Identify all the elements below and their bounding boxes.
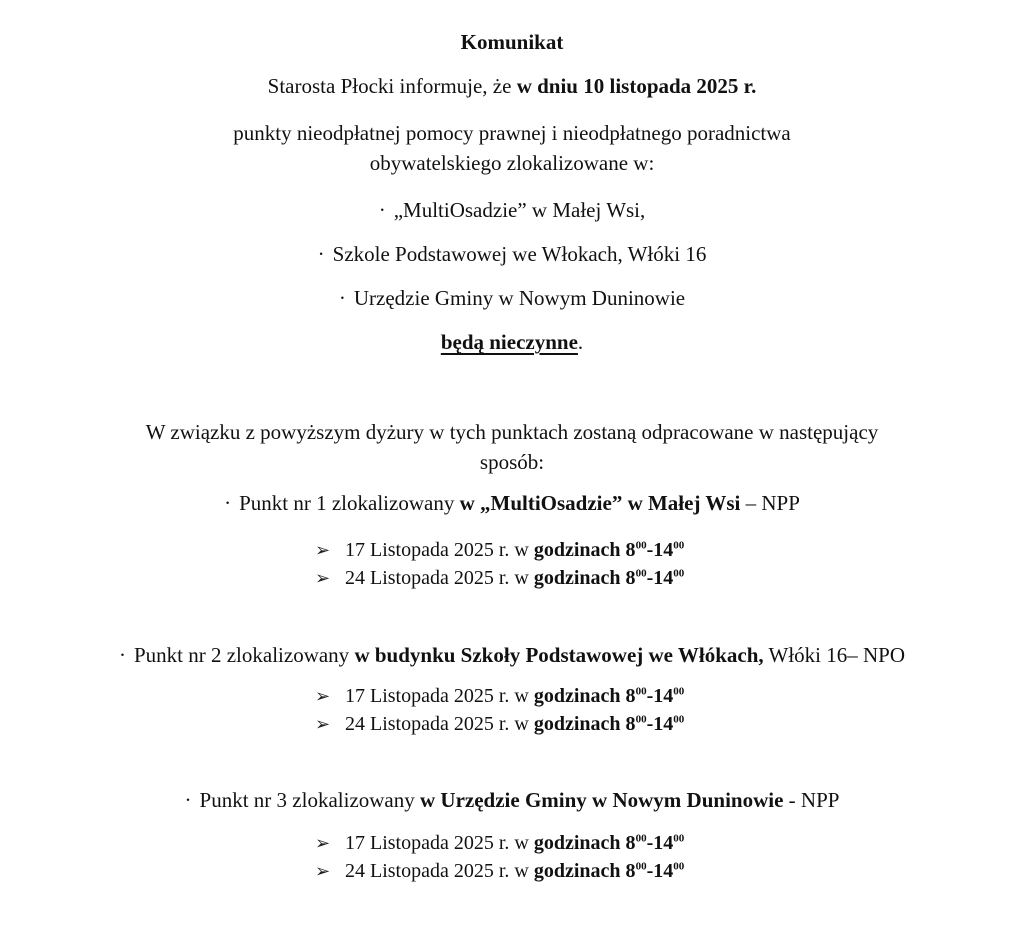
dot-bullet-icon: · [378,198,386,222]
date-hours-bold: godzinach 8 [533,832,636,854]
date-regular: 24 Listopada 2025 r. w [345,713,534,735]
intro-paragraph [0,74,1024,98]
hours-superscript: 00 [635,860,647,873]
hours-superscript: 00 [635,832,647,845]
location-item-2 [0,242,1024,266]
point-1-dates [0,536,1024,592]
hours-superscript: 00 [673,832,685,845]
point-suffix: – NPP [740,491,800,515]
date-line [315,710,1024,738]
subject-line-1: punkty nieodpłatnej pomocy prawnej i nieodpłatnego poradnictwa [233,121,791,145]
date-hours-bold: godzinach 8 [533,685,636,707]
point-suffix: Włóki 16– NPO [763,643,906,667]
hours-superscript: 00 [673,567,685,580]
document-title: Komunikat [460,30,564,54]
date-regular: 24 Listopada 2025 r. w [345,860,534,882]
hours-superscript: 00 [635,713,647,726]
date-regular: 24 Listopada 2025 r. w [345,567,534,589]
date-hours-bold: -14 [646,685,674,707]
point-prefix: Punkt nr 3 zlokalizowany [199,788,421,812]
point-bold-location: w Urzędzie Gminy w Nowym Duninowie [420,788,784,812]
date-hours-bold: godzinach 8 [533,567,636,589]
hours-superscript: 00 [673,713,685,726]
hours-superscript: 00 [673,685,685,698]
date-regular: 17 Listopada 2025 r. w [345,832,534,854]
arrowhead-bullet-icon: ➢ [315,833,331,853]
date-hours-bold: godzinach 8 [533,539,636,561]
hours-superscript: 00 [673,860,685,873]
arrowhead-bullet-icon: ➢ [315,686,331,706]
location-text: Urzędzie Gminy w Nowym Duninowie [353,286,686,310]
hours-superscript: 00 [635,567,647,580]
arrowhead-bullet-icon: ➢ [315,714,331,734]
closed-notice-period: . [577,330,584,354]
makeup-intro-line-2: sposób: [479,450,545,474]
intro-bold-date: w dniu 10 listopada 2025 r. [516,74,757,98]
date-line [315,536,1024,564]
dot-bullet-icon: · [338,286,346,310]
point-2-dates [0,682,1024,738]
location-text: Szkole Podstawowej we Włokach, Włóki 16 [332,242,707,266]
point-prefix: Punkt nr 2 zlokalizowany [133,643,355,667]
intro-regular-text: Starosta Płocki informuje, że [267,74,517,98]
point-bold-location: w „MultiOsadzie” w Małej Wsi [459,491,741,515]
date-line [315,829,1024,857]
arrowhead-bullet-icon: ➢ [315,540,331,560]
arrowhead-bullet-icon: ➢ [315,861,331,881]
point-2-heading [0,643,1024,667]
closed-notice-underlined: będą nieczynne [440,330,578,354]
hours-superscript: 00 [673,539,685,552]
point-3-heading [0,788,1024,812]
date-hours-bold: -14 [646,539,674,561]
dot-bullet-icon: · [224,491,232,515]
date-hours-bold: -14 [646,713,674,735]
point-bold-location: w budynku Szkoły Podstawowej we Włókach, [354,643,764,667]
makeup-intro-line-1: W związku z powyższym dyżury w tych punktach zostaną odpracowane w następujący [145,420,879,444]
point-suffix: - NPP [783,788,840,812]
point-prefix: Punkt nr 1 zlokalizowany [239,491,460,515]
date-hours-bold: -14 [646,832,674,854]
closed-notice [0,330,1024,354]
point-1-heading [0,491,1024,515]
date-line [315,564,1024,592]
date-hours-bold: godzinach 8 [533,713,636,735]
date-line [315,857,1024,885]
arrowhead-bullet-icon: ➢ [315,568,331,588]
date-line [315,682,1024,710]
dot-bullet-icon: · [317,242,325,266]
location-item-3 [0,286,1024,310]
subject-line-2: obywatelskiego zlokalizowane w: [369,151,655,175]
date-regular: 17 Listopada 2025 r. w [345,685,534,707]
date-hours-bold: -14 [646,567,674,589]
hours-superscript: 00 [635,685,647,698]
location-item-1 [0,198,1024,222]
hours-superscript: 00 [635,539,647,552]
subject-paragraph [0,118,1024,178]
date-hours-bold: godzinach 8 [533,860,636,882]
date-regular: 17 Listopada 2025 r. w [345,539,534,561]
date-hours-bold: -14 [646,860,674,882]
location-text: „MultiOsadzie” w Małej Wsi, [393,198,646,222]
dot-bullet-icon: · [118,643,126,667]
point-3-dates [0,829,1024,885]
makeup-intro-paragraph [0,417,1024,477]
dot-bullet-icon: · [184,788,192,812]
